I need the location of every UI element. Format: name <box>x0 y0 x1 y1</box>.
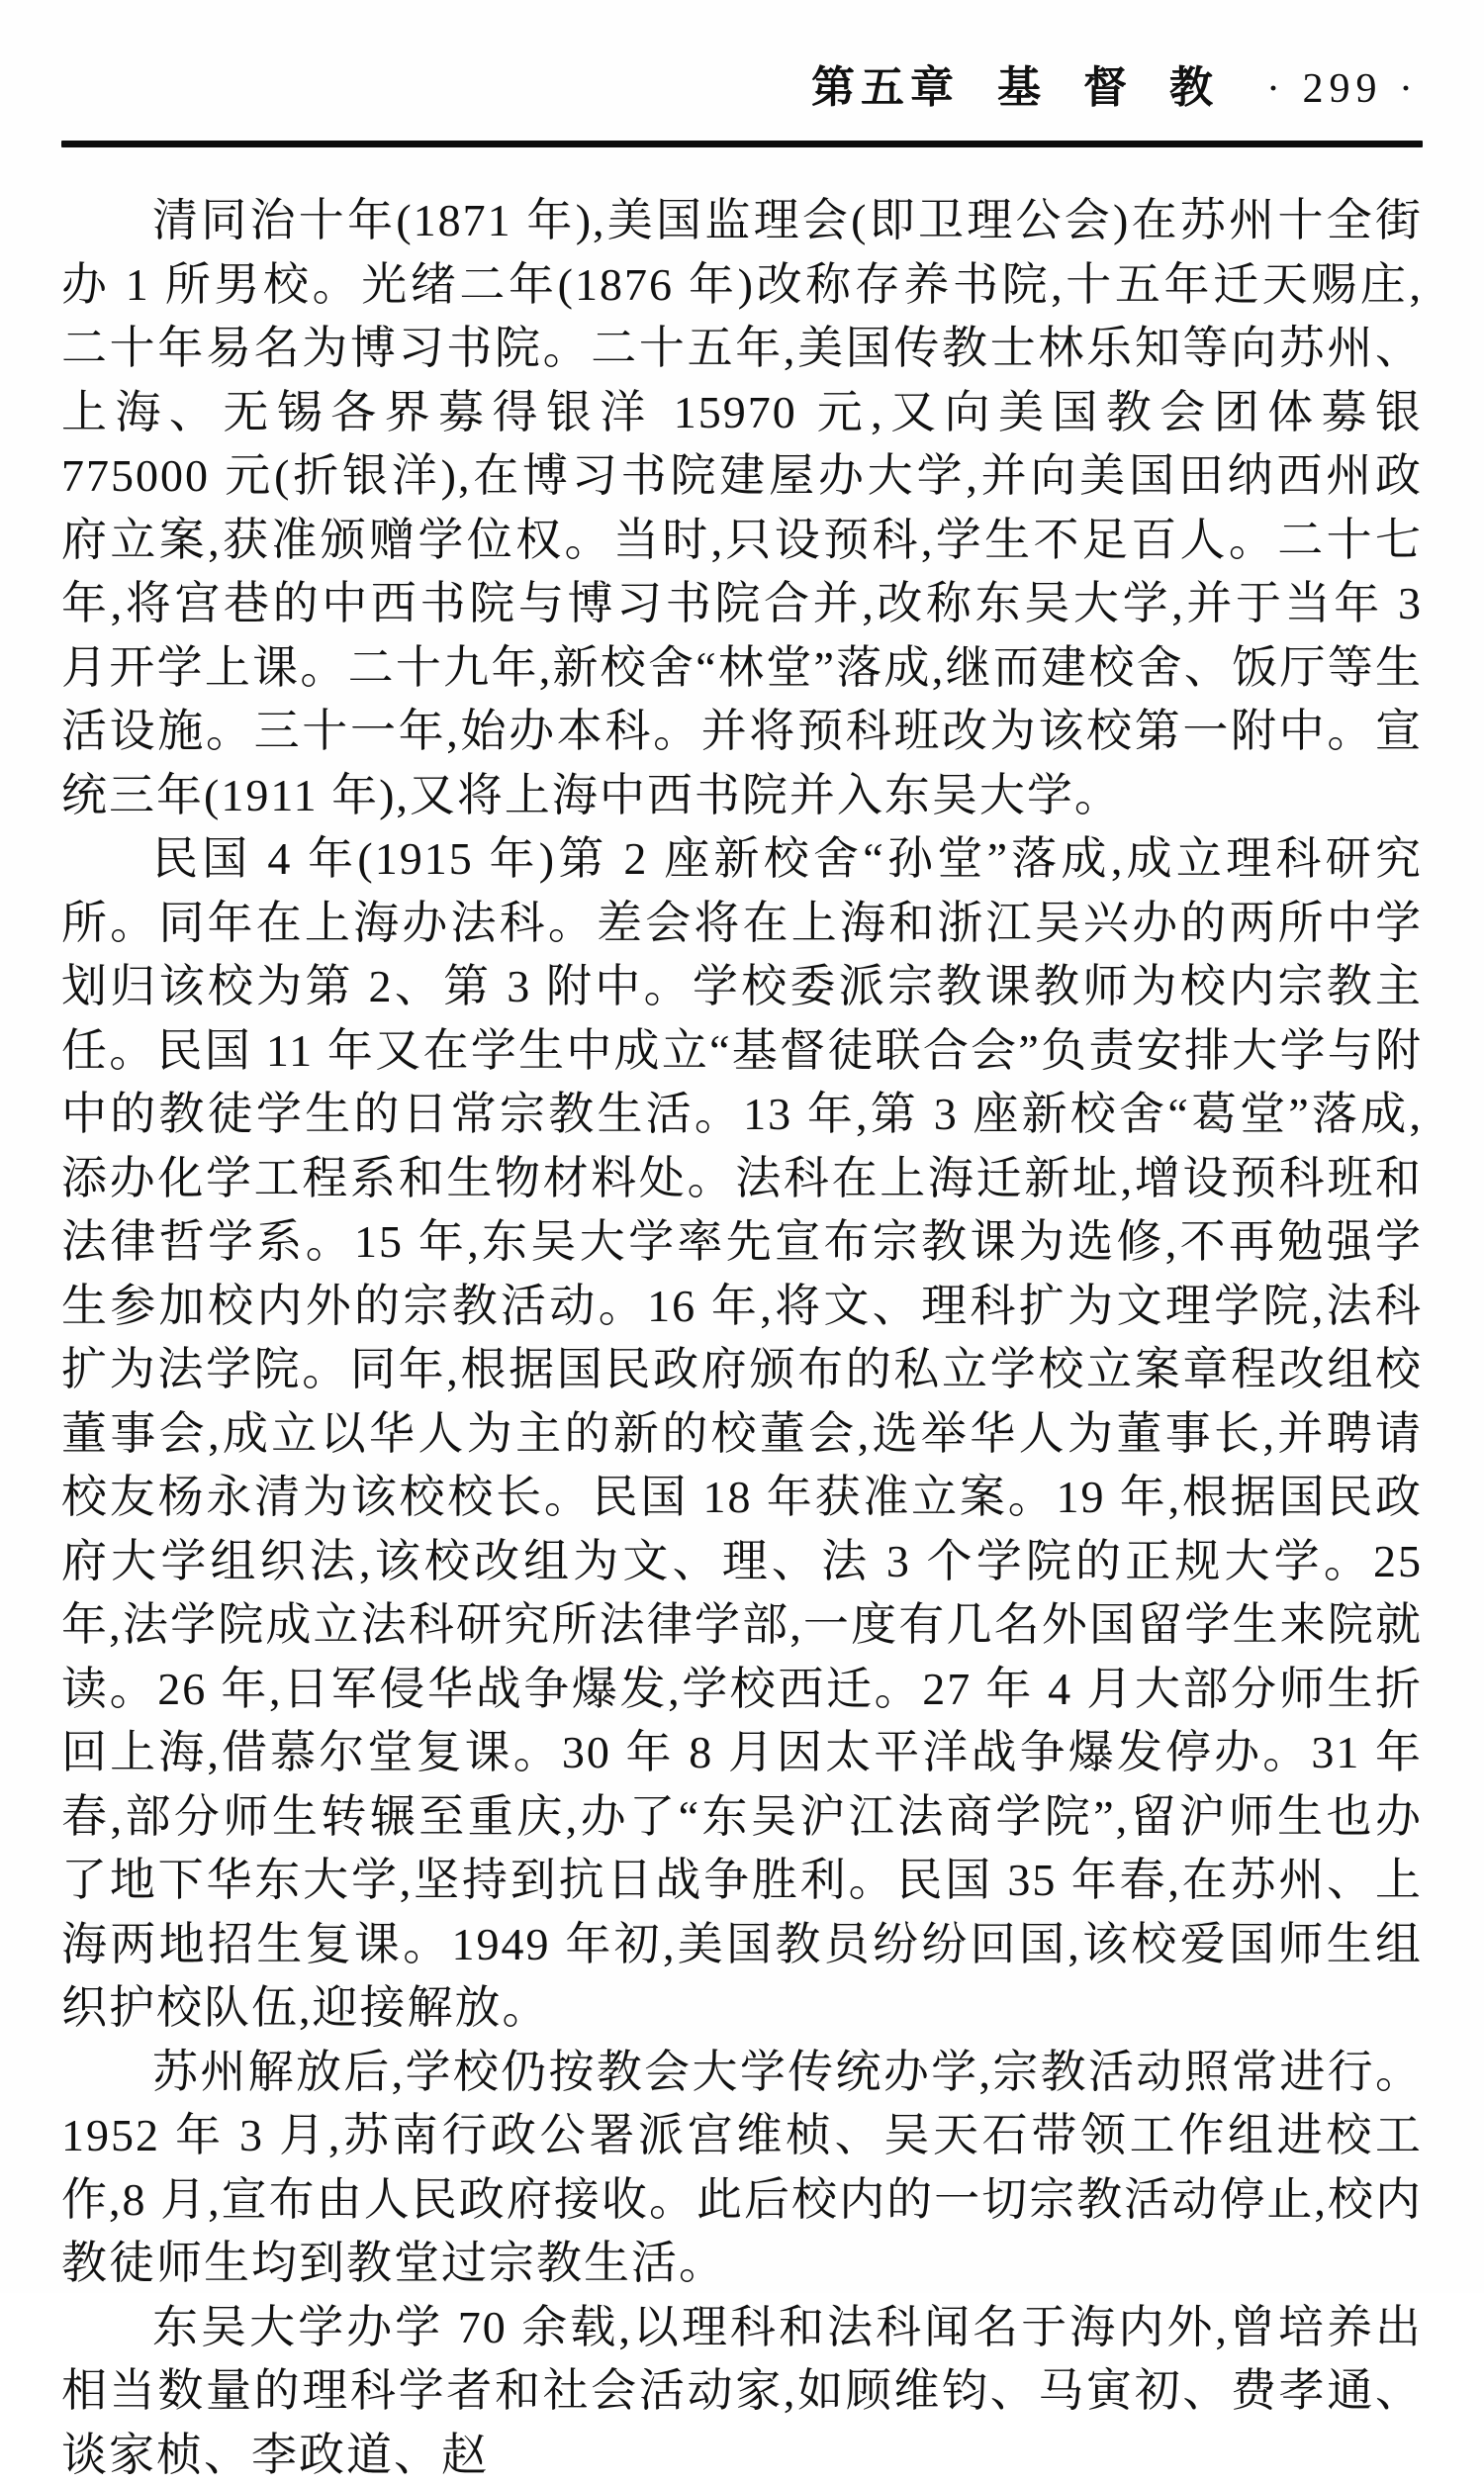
paragraph-2: 民国 4 年(1915 年)第 2 座新校舍“孙堂”落成,成立理科研究所。同年在上海办法科。差会将在上海和浙江吴兴办的两所中学划归该校为第 2、第 3 附中。学校委派宗教课教师为校内宗教主任。民国 11 年又在学生中成立“基督徒联合会”负责安排大学与附中的教徒学生的日常宗教生活。13 年,第 3 座新校舍“葛堂”落成,添办化学工程系和生物材料处。法科在上海迁新址,增设预科班和法律哲学系。15 年,东吴大学率先宣布宗教课为选修,不再勉强学生参加校内外的宗教活动。16 年,将文、理科扩为文理学院,法科扩为法学院。同年,根据国民政府颁布的私立学校立案章程改组校董事会,成立以华人为主的新的校董会,选举华人为董事长,并聘请校友杨永清为该校校长。民国 18 年获准立案。19 年,根据国民政府大学组织法,该校改组为文、理、法 3 个学院的正规大学。25 年,法学院成立法科研究所法律学部,一度有几名外国留学生来院就读。26 年,日军侵华战争爆发,学校西迁。27 年 4 月大部分师生折回上海,借慕尔堂复课。30 年 8 月因太平洋战争爆发停办。31 年春,部分师生转辗至重庆,办了“东吴沪江法商学院”,留沪师生也办了地下华东大学,坚持到抗日战争胜利。民国 35 年春,在苏州、上海两地招生复课。1949 年初,美国教员纷纷回国,该校爱国师生组织护校队伍,迎接解放。 <box>61 827 1423 2041</box>
paragraph-1: 清同治十年(1871 年),美国监理会(即卫理公会)在苏州十全街办 1 所男校。光绪二年(1876 年)改称存养书院,十五年迁天赐庄,二十年易名为博习书院。二十五年,美国传教士林乐知等向苏州、上海、无锡各界募得银洋 15970 元,又向美国教会团体募银 775000 元(折银洋),在博习书院建屋办大学,并向美国田纳西州政府立案,获准颁赠学位权。当时,只设预科,学生不足百人。二十七年,将宫巷的中西书院与博习书院合并,改称东吴大学,并于当年 3 月开学上课。二十九年,新校舍“林堂”落成,继而建校舍、饭厅等生活设施。三十一年,始办本科。并将预科班改为该校第一附中。宣统三年(1911 年),又将上海中西书院并入东吴大学。 <box>61 189 1423 827</box>
paragraph-3: 苏州解放后,学校仍按教会大学传统办学,宗教活动照常进行。1952 年 3 月,苏南行政公署派宫维桢、吴天石带领工作组进校工作,8 月,宣布由人民政府接收。此后校内的一切宗教活动停止,校内教徒师生均到教堂过宗教生活。 <box>61 2041 1423 2296</box>
running-header <box>61 51 1423 115</box>
header-rule <box>61 141 1423 147</box>
chapter-title: 第五章 <box>811 51 960 115</box>
section-title: 基 督 教 <box>997 51 1229 115</box>
paragraph-4: 东吴大学办学 70 余载,以理科和法科闻名于海内外,曾培养出相当数量的理科学者和社会活动家,如顾维钧、马寅初、费孝通、谈家桢、李政道、赵 <box>61 2296 1423 2487</box>
body-text <box>61 189 1423 2487</box>
page-number: · 299 · <box>1266 65 1419 113</box>
